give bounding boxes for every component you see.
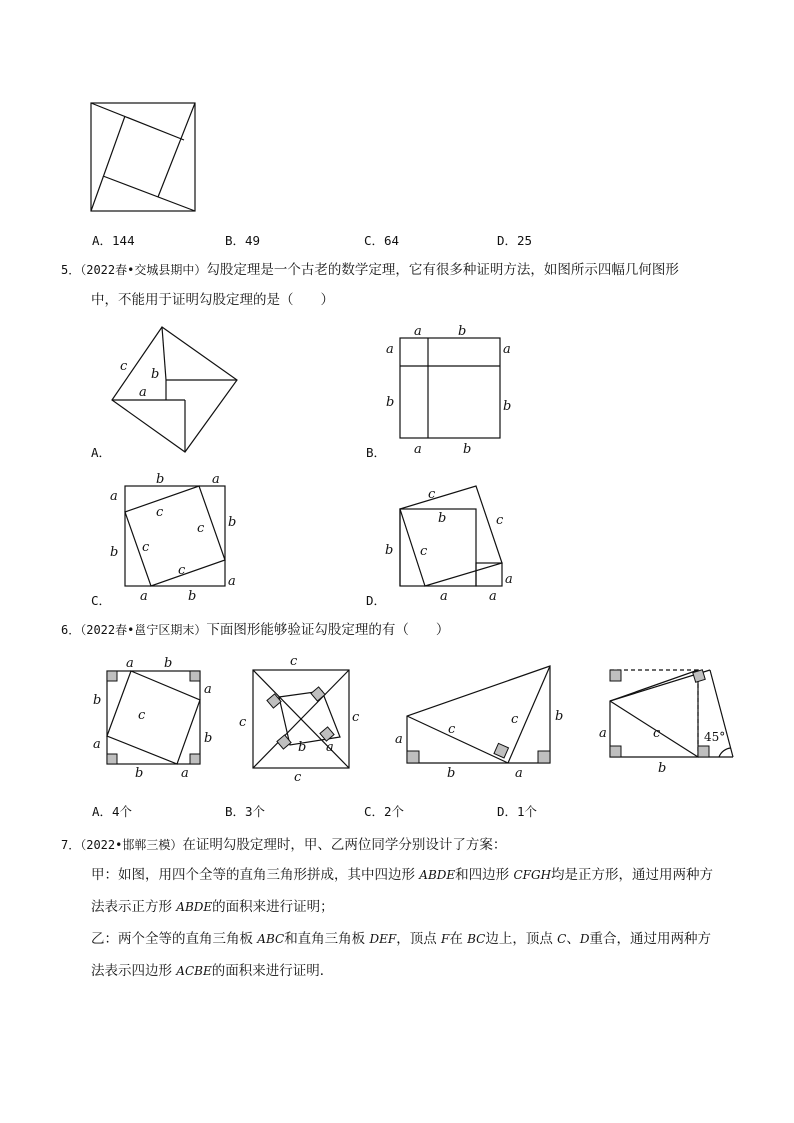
q6-source: （2022春•邕宁区期末） bbox=[80, 623, 207, 637]
q7-jia-text-a: 甲：如图，用四个全等的直角三角形拼成，其中四边形 bbox=[91, 867, 420, 883]
svg-text:a: a bbox=[489, 589, 497, 604]
svg-text:a: a bbox=[414, 442, 422, 457]
svg-text:b: b bbox=[93, 693, 102, 708]
q7-yi2-text-a: 法表示四边形 bbox=[91, 963, 177, 979]
q7-yi-line1 bbox=[91, 929, 711, 949]
q7-yi-text-a: 乙：两个全等的直角三角板 bbox=[91, 931, 258, 947]
q7-jia-line2 bbox=[91, 897, 334, 917]
q7-yi-line2 bbox=[91, 961, 333, 981]
q7-jia2-text-a: 法表示正方形 bbox=[91, 899, 177, 915]
q6-angle-label: 45° bbox=[704, 730, 726, 744]
q4-option-a[interactable]: A．144 bbox=[92, 233, 135, 248]
q7-yi-text-m: 重合，通过用两种方 bbox=[589, 931, 711, 947]
svg-text:a: a bbox=[140, 589, 148, 604]
svg-text:a: a bbox=[440, 589, 448, 604]
q6-line1: 下面图形能够验证勾股定理的有（ ） bbox=[206, 622, 450, 638]
q5-fig-label-d[interactable]: D． bbox=[366, 593, 387, 608]
svg-text:a: a bbox=[326, 740, 334, 755]
svg-text:b: b bbox=[555, 709, 564, 724]
svg-text:c: c bbox=[197, 521, 205, 536]
q5-fig-label-b[interactable]: B． bbox=[366, 445, 387, 460]
q7-jia-text-e: 均是正方形，通过用两种方 bbox=[551, 867, 714, 883]
svg-text:a: a bbox=[386, 342, 394, 357]
q4-option-d[interactable]: D．25 bbox=[497, 233, 533, 248]
svg-text:a: a bbox=[139, 385, 147, 400]
svg-text:a: a bbox=[414, 324, 422, 339]
svg-text:c: c bbox=[511, 712, 519, 727]
q7-yi-text-g: 在 bbox=[449, 931, 468, 947]
q6-option-a[interactable]: A．4个 bbox=[92, 804, 133, 819]
svg-text:a: a bbox=[515, 766, 523, 781]
svg-text:b: b bbox=[503, 399, 512, 414]
q7-yi-text-i: 边上，顶点 bbox=[485, 931, 558, 947]
svg-text:b: b bbox=[135, 766, 144, 781]
q7-jia-cfgh: CFGH bbox=[513, 868, 552, 882]
q7-jia2-text-c: 的面积来进行证明； bbox=[212, 899, 334, 915]
svg-text:c: c bbox=[239, 715, 247, 730]
svg-text:a: a bbox=[228, 574, 236, 589]
q6-option-b[interactable]: B．3个 bbox=[225, 804, 266, 819]
svg-text:a: a bbox=[212, 472, 220, 487]
q7-jia2-abde: ABDE bbox=[176, 900, 213, 914]
svg-text:b: b bbox=[204, 731, 213, 746]
q7-yi-bc: BC bbox=[467, 932, 486, 946]
svg-text:c: c bbox=[428, 487, 436, 502]
q7-jia-text-c: 和四边形 bbox=[455, 867, 514, 883]
q5-line1: 勾股定理是一个古老的数学定理，它有很多种证明方法，如图所示四幅几何图形 bbox=[206, 262, 679, 278]
q7-jia-abde: ABDE bbox=[419, 868, 456, 882]
svg-text:a: a bbox=[126, 656, 134, 671]
svg-text:c: c bbox=[294, 770, 302, 785]
svg-text:c: c bbox=[156, 505, 164, 520]
q7-question bbox=[61, 835, 506, 855]
svg-text:b: b bbox=[151, 367, 160, 382]
q7-number: 7． bbox=[61, 838, 81, 852]
svg-text:c: c bbox=[352, 710, 360, 725]
svg-text:a: a bbox=[181, 766, 189, 781]
q7-line1: 在证明勾股定理时，甲、乙两位同学分别设计了方案： bbox=[182, 837, 507, 853]
q6-figure-1 bbox=[107, 671, 200, 764]
svg-text:a: a bbox=[505, 572, 513, 587]
q7-yi2-acbe: ACBE bbox=[176, 964, 212, 978]
q7-source: （2022•邯郸三模） bbox=[80, 838, 183, 852]
q7-yi-abc: ABC bbox=[257, 932, 285, 946]
svg-text:c: c bbox=[420, 544, 428, 559]
svg-text:a: a bbox=[93, 737, 101, 752]
q7-yi-text-k: 、 bbox=[566, 931, 580, 947]
q6-option-c[interactable]: C．2个 bbox=[364, 804, 405, 819]
svg-text:a: a bbox=[204, 682, 212, 697]
q7-yi-f: F bbox=[441, 932, 450, 946]
q7-yi-text-c: 和直角三角板 bbox=[284, 931, 370, 947]
svg-text:b: b bbox=[228, 515, 237, 530]
svg-text:c: c bbox=[178, 563, 186, 578]
svg-text:b: b bbox=[386, 395, 395, 410]
svg-text:c: c bbox=[653, 726, 661, 741]
svg-text:a: a bbox=[599, 726, 607, 741]
svg-text:b: b bbox=[447, 766, 456, 781]
svg-text:b: b bbox=[385, 543, 394, 558]
svg-text:b: b bbox=[164, 656, 173, 671]
q6-number: 6． bbox=[61, 623, 81, 637]
q7-yi2-text-c: 的面积来进行证明． bbox=[211, 963, 334, 979]
q7-yi-c: C bbox=[557, 932, 567, 946]
q5-fig-label-c[interactable]: C． bbox=[91, 593, 112, 608]
svg-text:c: c bbox=[290, 654, 298, 669]
svg-text:a: a bbox=[503, 342, 511, 357]
q7-yi-d: D bbox=[579, 932, 590, 946]
svg-text:b: b bbox=[463, 442, 472, 457]
svg-text:b: b bbox=[156, 472, 165, 487]
q6-option-d[interactable]: D．1个 bbox=[497, 804, 538, 819]
q7-jia-line1 bbox=[91, 865, 713, 885]
svg-text:a: a bbox=[110, 489, 118, 504]
svg-text:a: a bbox=[395, 732, 403, 747]
svg-text:b: b bbox=[188, 589, 197, 604]
q4-option-c[interactable]: C．64 bbox=[364, 233, 400, 248]
q7-yi-text-e: ，顶点 bbox=[396, 931, 441, 947]
q5-number: 5． bbox=[61, 263, 81, 277]
q7-yi-def: DEF bbox=[369, 932, 397, 946]
svg-text:c: c bbox=[138, 708, 146, 723]
q5-fig-label-a[interactable]: A． bbox=[91, 445, 112, 460]
q6-figure-3 bbox=[407, 666, 550, 763]
svg-text:c: c bbox=[142, 540, 150, 555]
svg-text:b: b bbox=[458, 324, 467, 339]
svg-text:b: b bbox=[658, 761, 667, 776]
q5-line2: 中，不能用于证明勾股定理的是（ ） bbox=[91, 292, 334, 308]
q4-option-b[interactable]: B．49 bbox=[225, 233, 261, 248]
svg-text:c: c bbox=[496, 513, 504, 528]
svg-text:b: b bbox=[298, 740, 307, 755]
svg-text:b: b bbox=[110, 545, 119, 560]
svg-text:c: c bbox=[120, 359, 128, 374]
q5-source: （2022春•交城县期中） bbox=[80, 263, 207, 277]
svg-text:c: c bbox=[448, 722, 456, 737]
svg-text:b: b bbox=[438, 511, 447, 526]
